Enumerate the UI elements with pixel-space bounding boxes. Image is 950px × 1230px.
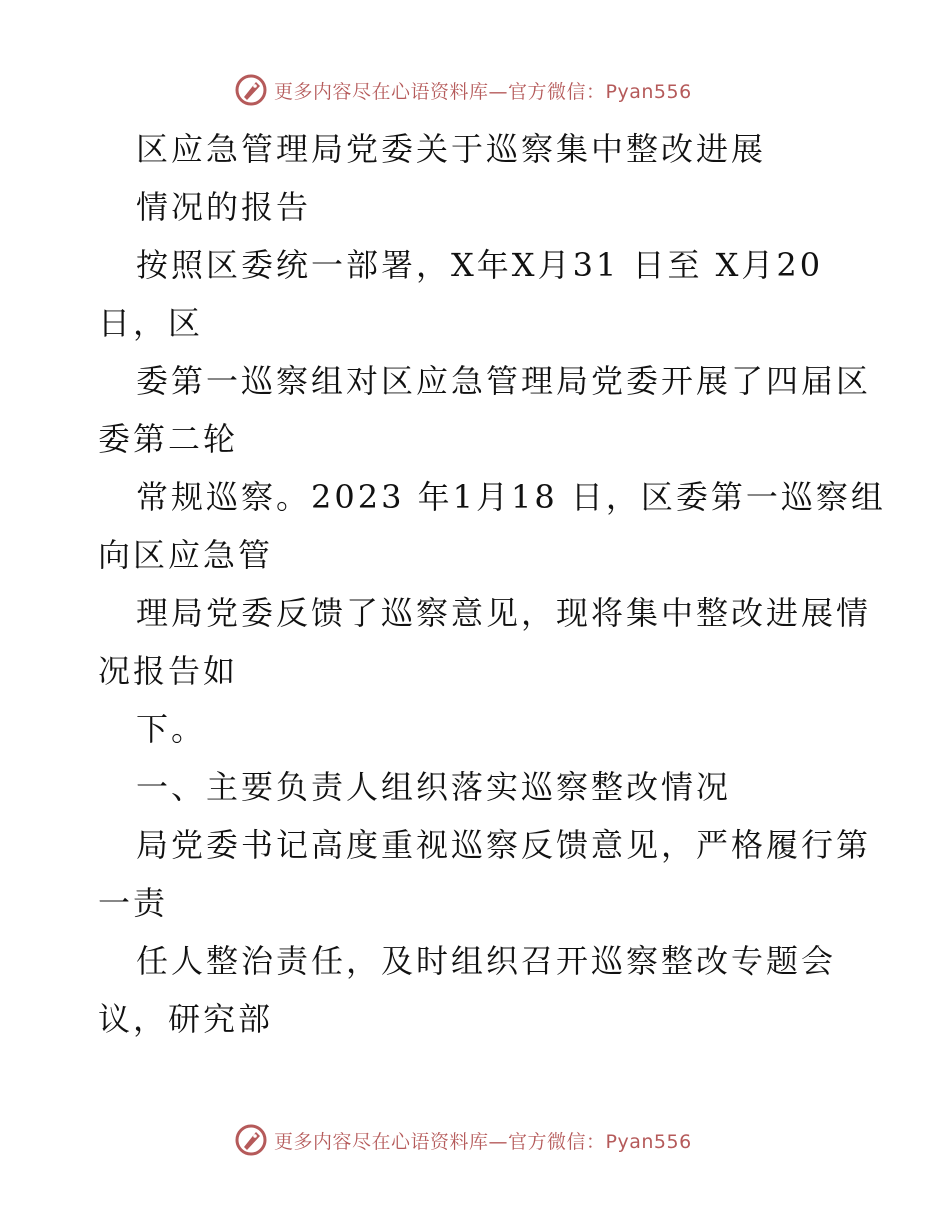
text-line: 况报告如 [98, 652, 239, 690]
watermark-text: 更多内容尽在心语资料库—官方微信：Pyan556 [274, 1130, 692, 1153]
text-line: 常规巡察。2023 年1月18 日，区委第一巡察组 [136, 478, 886, 516]
text-line: 日，区 [98, 304, 204, 342]
text-line: 局党委书记高度重视巡察反馈意见，严格履行第 [136, 826, 872, 864]
text-line: 下。 [136, 710, 207, 748]
text-line: 按照区委统一部署，X年X月31 日至 X月20 [136, 246, 824, 284]
text-line: 任人整治责任，及时组织召开巡察整改专题会 [136, 942, 837, 980]
pen-nib-circle-icon [234, 1123, 268, 1157]
watermark-text: 更多内容尽在心语资料库—官方微信：Pyan556 [274, 80, 692, 103]
text-line: 一责 [98, 884, 169, 922]
text-line: 议，研究部 [98, 1000, 274, 1038]
text-line: 向区应急管 [98, 536, 274, 574]
footer-watermark [234, 1122, 692, 1158]
text-line: 委第一巡察组对区应急管理局党委开展了四届区 [136, 362, 872, 400]
text-line: 情况的报告 [136, 188, 312, 226]
document-body [98, 120, 886, 1048]
text-line: 委第二轮 [98, 420, 239, 458]
text-line: 理局党委反馈了巡察意见，现将集中整改进展情 [136, 594, 872, 632]
text-line: 一、主要负责人组织落实巡察整改情况 [136, 768, 732, 806]
header-watermark [234, 72, 692, 108]
text-line: 区应急管理局党委关于巡察集中整改进展 [136, 130, 767, 168]
pen-nib-circle-icon [234, 73, 268, 107]
